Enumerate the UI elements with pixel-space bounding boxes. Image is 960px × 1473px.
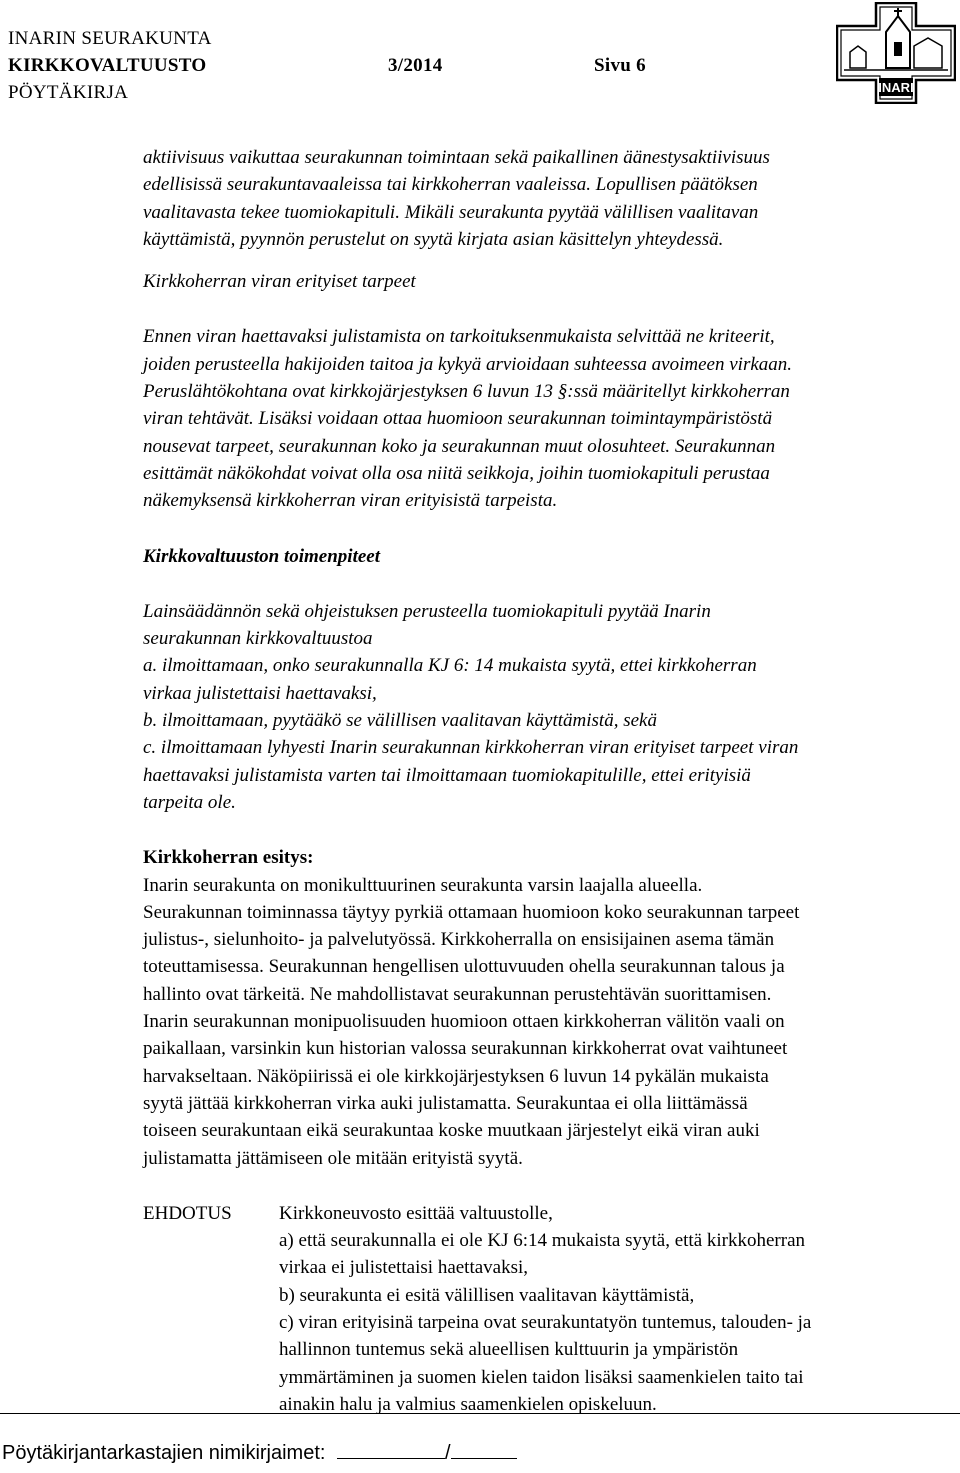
footer-divider bbox=[0, 1413, 960, 1414]
proposal-line: hallinto ovat tärkeitä. Ne mahdollistavat seurakunnan perustehtävän suorittamisen. bbox=[143, 983, 772, 1005]
initials-field-2[interactable] bbox=[451, 1440, 517, 1459]
header-body-name: KIRKKOVALTUUSTO bbox=[8, 55, 207, 76]
needs-line: esittämät näkökohdat voivat olla osa niitä seikkoja, joihin tuomiokapituli perustaa bbox=[143, 462, 770, 484]
needs-line: Peruslähtökohtana ovat kirkkojärjestyksen 6 luvun 13 §:ssä määritellyt kirkkoherran bbox=[143, 381, 790, 403]
ehdotus-label: EHDOTUS bbox=[143, 1202, 232, 1224]
footer bbox=[2, 1440, 517, 1465]
proposal-line: Seurakunnan toiminnassa täytyy pyrkiä ottamaan huomioon koko seurakunnan tarpeet bbox=[143, 901, 800, 923]
actions-line: b. ilmoittamaan, pyytääkö se välillisen vaalitavan käyttämistä, sekä bbox=[143, 710, 657, 732]
initials-separator: / bbox=[445, 1442, 451, 1464]
ehdotus-line: ainakin halu ja valmius saamenkielen opiskeluun. bbox=[279, 1393, 657, 1415]
actions-line: Lainsäädännön sekä ohjeistuksen perusteella tuomiokapituli pyytää Inarin bbox=[143, 600, 711, 622]
church-cross-logo-icon bbox=[836, 2, 956, 104]
ehdotus-line: b) seurakunta ei esitä välillisen vaalitavan käyttämistä, bbox=[279, 1284, 695, 1306]
header-doc-type: PÖYTÄKIRJA bbox=[8, 82, 129, 103]
ehdotus-block bbox=[143, 1200, 948, 1418]
document-header bbox=[8, 25, 646, 106]
section-actions-paragraph bbox=[143, 598, 948, 816]
proposal-line: Inarin seurakunta on monikulttuurinen seurakunta varsin laajalla alueella. bbox=[143, 874, 703, 896]
proposal-line: toteuttamisessa. Seurakunnan hengellisen ulottuvuuden ohella seurakunnan talous ja bbox=[143, 956, 785, 978]
initials-field-1[interactable] bbox=[337, 1440, 445, 1459]
needs-line: joiden perusteella hakijoiden taitoa ja kykyä arvioidaan suhteessa avoimeen virkaan. bbox=[143, 353, 793, 375]
intro-line: aktiivisuus vaikuttaa seurakunnan toimintaan sekä paikallinen äänestysaktiivisuus bbox=[143, 147, 770, 168]
section-needs-title: Kirkkoherran viran erityiset tarpeet bbox=[143, 271, 416, 293]
header-org: INARIN SEURAKUNTA bbox=[8, 28, 212, 49]
header-issue: 3/2014 bbox=[388, 55, 443, 76]
actions-line: virkaa julistettaisi haettavaksi, bbox=[143, 682, 377, 704]
section-needs-paragraph bbox=[143, 323, 948, 514]
needs-line: viran tehtävät. Lisäksi voidaan ottaa huomioon seurakunnan toimintaympäristöstä bbox=[143, 408, 773, 430]
actions-line: a. ilmoittamaan, onko seurakunnalla KJ 6: 14 mukaista syytä, ettei kirkkoherran bbox=[143, 655, 757, 677]
header-page: Sivu 6 bbox=[594, 55, 646, 76]
actions-line: tarpeita ole. bbox=[143, 791, 236, 813]
footer-initials-label: Pöytäkirjantarkastajien nimikirjaimet: bbox=[2, 1442, 326, 1464]
proposal-line: paikallaan, varsinkin kun historian valossa seurakunnan kirkkoherrat ovat vaihtuneet bbox=[143, 1038, 788, 1060]
ehdotus-line: hallinnon tuntemus sekä alueellisen kulttuurin ja ympäristön bbox=[279, 1339, 739, 1361]
logo-text: INARI bbox=[878, 80, 914, 95]
intro-paragraph bbox=[143, 144, 948, 253]
proposal-line: toiseen seurakuntaan eikä seurakuntaa koske muutkaan järjestelyt eikä viran auki bbox=[143, 1120, 760, 1142]
ehdotus-line: Kirkkoneuvosto esittää valtuustolle, bbox=[279, 1202, 553, 1224]
proposal-line: syytä jättää kirkkoherran virka auki julistamatta. Seurakuntaa ei olla liittämässä bbox=[143, 1092, 748, 1114]
needs-line: Ennen viran haettavaksi julistamista on tarkoituksenmukaista selvittää ne kriteerit, bbox=[143, 326, 775, 348]
section-proposal-title: Kirkkoherran esitys: bbox=[143, 847, 314, 869]
proposal-line: julistus-, sielunhoito- ja palvelutyössä. Kirkkoherralla on ensisijainen asema tämän bbox=[143, 929, 775, 951]
ehdotus-line: virkaa ei julistettaisi haettavaksi, bbox=[279, 1257, 529, 1279]
needs-line: nousevat tarpeet, seurakunnan koko ja seurakunnan muut olosuhteet. Seurakunnan bbox=[143, 435, 776, 457]
proposal-line: harvakseltaan. Näköpiirissä ei ole kirkkojärjestyksen 6 luvun 14 pykälän mukaista bbox=[143, 1065, 769, 1087]
intro-line: edellisissä seurakuntavaaleissa tai kirkkoherran vaaleissa. Lopullisen päätöksen bbox=[143, 174, 758, 196]
proposal-line: Inarin seurakunnan monipuolisuuden huomioon ottaen kirkkoherran välitön vaali on bbox=[143, 1011, 785, 1033]
ehdotus-line: a) että seurakunnalla ei ole KJ 6:14 mukaista syytä, että kirkkoherran bbox=[279, 1230, 806, 1252]
intro-line: käyttämistä, pyynnön perustelut on syytä kirjata asian käsittelyn yhteydessä. bbox=[143, 228, 724, 250]
document-body bbox=[143, 144, 948, 1418]
ehdotus-line: c) viran erityisinä tarpeina ovat seurakuntatyön tuntemus, talouden- ja bbox=[279, 1311, 812, 1333]
section-actions-title: Kirkkovaltuuston toimenpiteet bbox=[143, 545, 380, 567]
actions-line: c. ilmoittamaan lyhyesti Inarin seurakunnan kirkkoherran viran erityiset tarpeet viran bbox=[143, 737, 799, 759]
actions-line: seurakunnan kirkkovaltuustoa bbox=[143, 628, 373, 650]
ehdotus-line: ymmärtäminen ja suomen kielen taidon lisäksi saamenkielen taito tai bbox=[279, 1366, 804, 1388]
intro-line: vaalitavasta tekee tuomiokapituli. Mikäli seurakunta pyytää välillisen vaalitavan bbox=[143, 201, 759, 223]
ehdotus-text bbox=[279, 1200, 948, 1418]
section-proposal-paragraph bbox=[143, 872, 948, 1172]
proposal-line: julistamatta jättämiseen ole mitään erityistä syytä. bbox=[143, 1147, 523, 1169]
needs-line: näkemyksensä kirkkoherran viran erityisistä tarpeista. bbox=[143, 490, 558, 512]
header-line-2 bbox=[8, 52, 646, 79]
actions-line: haettavaksi julistamista varten tai ilmoittamaan tuomiokapitulille, ettei erityisiä bbox=[143, 764, 751, 786]
